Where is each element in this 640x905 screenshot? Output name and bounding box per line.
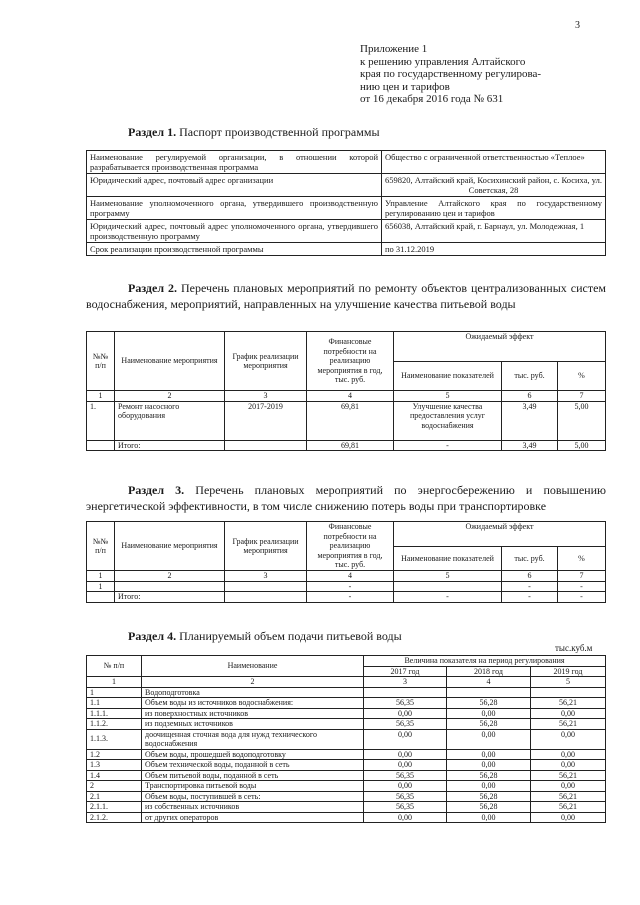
table-row: [87, 770, 606, 781]
total-percent: -: [558, 592, 606, 603]
row-value: 0,00: [531, 708, 606, 719]
table-row: [87, 151, 606, 174]
table-row: [87, 781, 606, 792]
row-num: 1: [87, 687, 142, 698]
section3-title: [86, 482, 606, 514]
col-num: 1: [87, 391, 115, 402]
appendix-line: нию цен и тарифов: [360, 80, 450, 93]
row-num: 1.2: [87, 749, 142, 760]
section2-label: Раздел 2.: [128, 281, 178, 295]
col-num: 7: [558, 571, 606, 582]
header-finance: Финансовые потребности на реализацию мероприятия в год, тыс. руб.: [307, 522, 394, 571]
section4-label: Раздел 4.: [128, 629, 177, 643]
column-number-row: [87, 391, 606, 402]
table-row: [87, 812, 606, 823]
table-row: [87, 749, 606, 760]
row-name: Транспортировка питьевой воды: [142, 781, 364, 792]
row-value: 56,35: [364, 698, 447, 709]
table-row: [87, 760, 606, 771]
col-num: 3: [225, 391, 307, 402]
passport-value: 659820, Алтайский край, Косихинский район, с. Косиха, ул. Советская, 28: [382, 174, 606, 197]
appendix-line: от 16 декабря 2016 года № 631: [360, 93, 504, 105]
row-value: [531, 687, 606, 698]
header-num: №№ п/п: [87, 522, 115, 571]
row-num: 1.4: [87, 770, 142, 781]
section3-label: Раздел 3.: [128, 483, 185, 497]
table-row: [87, 687, 606, 698]
row-value: 56,21: [531, 698, 606, 709]
row-name: Ремонт насосного оборудования: [115, 401, 225, 440]
row-percent: -: [558, 581, 606, 592]
passport-name: Юридический адрес, почтовый адрес уполномоченного органа, утвердившего производственную программу: [87, 220, 382, 243]
row-percent: 5,00: [558, 401, 606, 440]
table-header-row: [87, 656, 606, 667]
energy-measures-table: [86, 521, 606, 603]
table-row: [87, 802, 606, 813]
header-num: № п/п: [87, 656, 142, 677]
row-value: 56,28: [447, 791, 531, 802]
row-value: 56,28: [447, 802, 531, 813]
table-row: [87, 243, 606, 256]
total-label: Итого:: [115, 440, 225, 451]
total-indicator: -: [394, 440, 502, 451]
header-indicator: Наименование показателей: [394, 546, 502, 571]
table-row: [87, 729, 606, 749]
row-indicator: Улучшение качества предоставления услуг водоснабжения: [394, 401, 502, 440]
total-thous: 3,49: [502, 440, 558, 451]
row-value: [364, 687, 447, 698]
passport-value: Управление Алтайского края по государственному регулированию цен и тарифов: [382, 197, 606, 220]
col-num: 5: [394, 571, 502, 582]
col-num: 2: [115, 391, 225, 402]
header-num: №№ п/п: [87, 332, 115, 391]
unit-label: тыс.куб.м: [555, 643, 593, 653]
row-name: из подземных источников: [142, 719, 364, 730]
row-value: 0,00: [364, 708, 447, 719]
header-year: 2017 год: [364, 666, 447, 677]
row-name: Объем воды из источников водоснабжения:: [142, 698, 364, 709]
row-value: 0,00: [364, 781, 447, 792]
row-finance: 69,81: [307, 401, 394, 440]
row-finance: -: [307, 581, 394, 592]
row-name: из поверхностных источников: [142, 708, 364, 719]
passport-value: по 31.12.2019: [382, 243, 606, 256]
row-value: 0,00: [364, 812, 447, 823]
table-header-row: [87, 332, 606, 362]
row-name: от других операторов: [142, 812, 364, 823]
row-name: доочищенная сточная вода для нужд технического водоснабжения: [142, 729, 364, 749]
row-thous: -: [502, 581, 558, 592]
table-header-row: [87, 522, 606, 547]
section2-text: Перечень плановых мероприятий по ремонту объектов централизованных систем водоснабжения, мероприятий, направленных на улучшение качества питьевой воды: [86, 281, 606, 311]
col-num: 1: [87, 677, 142, 688]
total-label: Итого:: [115, 592, 225, 603]
row-value: 56,35: [364, 791, 447, 802]
row-value: 56,21: [531, 791, 606, 802]
row-value: [447, 687, 531, 698]
table-row: [87, 401, 606, 440]
row-name: Объем воды, прошедшей водоподготовку: [142, 749, 364, 760]
header-name: Наименование мероприятия: [115, 332, 225, 391]
row-value: 56,28: [447, 719, 531, 730]
row-value: 56,21: [531, 802, 606, 813]
row-value: 0,00: [364, 749, 447, 760]
total-indicator: -: [394, 592, 502, 603]
row-value: 0,00: [531, 749, 606, 760]
total-row: [87, 440, 606, 451]
col-num: 3: [364, 677, 447, 688]
water-supply-table: [86, 655, 606, 823]
repair-measures-table: [86, 331, 606, 451]
col-num: 2: [142, 677, 364, 688]
section1-title: [128, 125, 380, 140]
row-indicator: [394, 581, 502, 592]
col-num: 5: [394, 391, 502, 402]
passport-value: Общество с ограниченной ответственностью «Теплое»: [382, 151, 606, 174]
section1-label: Раздел 1.: [128, 125, 177, 139]
row-num: 2.1: [87, 791, 142, 802]
row-num: 2: [87, 781, 142, 792]
row-num: 2.1.2.: [87, 812, 142, 823]
total-row: [87, 592, 606, 603]
row-num: 1.1.2.: [87, 719, 142, 730]
row-value: 56,35: [364, 770, 447, 781]
section3-text: Перечень плановых мероприятий по энергосбережению и повышению энергетической эффективности, в том числе снижению потерь воды при транспортировке: [86, 483, 606, 513]
header-percent: %: [558, 546, 606, 571]
section4-title: [128, 629, 402, 644]
row-value: 56,35: [364, 802, 447, 813]
section1-text: Паспорт производственной программы: [179, 125, 380, 139]
total-percent: 5,00: [558, 440, 606, 451]
section2-title: [86, 280, 606, 312]
row-value: 56,28: [447, 770, 531, 781]
appendix-line: края по государственному регулирова-: [360, 68, 542, 80]
header-effect: Ожидаемый эффект: [394, 332, 606, 362]
passport-value: 656038, Алтайский край, г. Барнаул, ул. Молодежная, 1: [382, 220, 606, 243]
header-name: Наименование: [142, 656, 364, 677]
appendix-line: Приложение 1: [360, 43, 428, 55]
row-thous: 3,49: [502, 401, 558, 440]
header-year: 2018 год: [447, 666, 531, 677]
table-row: [87, 708, 606, 719]
col-num: 1: [87, 571, 115, 582]
row-value: 0,00: [531, 781, 606, 792]
row-value: 0,00: [364, 760, 447, 771]
row-name: Объем питьевой воды, поданной в сеть: [142, 770, 364, 781]
header-percent: %: [558, 361, 606, 391]
table-row: [87, 220, 606, 243]
row-num: 1.: [87, 401, 115, 440]
row-value: 0,00: [531, 760, 606, 771]
row-value: 0,00: [447, 781, 531, 792]
total-finance: -: [307, 592, 394, 603]
table-row: [87, 791, 606, 802]
row-name: [115, 581, 225, 592]
col-num: 4: [307, 391, 394, 402]
appendix-line: к решению управления Алтайского: [360, 55, 526, 68]
row-value: 0,00: [447, 760, 531, 771]
header-schedule: График реализации мероприятия: [225, 522, 307, 571]
row-value: 0,00: [447, 812, 531, 823]
row-value: 0,00: [447, 749, 531, 760]
column-number-row: [87, 571, 606, 582]
passport-name: Юридический адрес, почтовый адрес организации: [87, 174, 382, 197]
row-num: 2.1.1.: [87, 802, 142, 813]
header-thous: тыс. руб.: [502, 546, 558, 571]
row-name: из собственных источников: [142, 802, 364, 813]
row-num: 1: [87, 581, 115, 592]
header-name: Наименование мероприятия: [115, 522, 225, 571]
header-thous: тыс. руб.: [502, 361, 558, 391]
col-num: 2: [115, 571, 225, 582]
header-schedule: График реализации мероприятия: [225, 332, 307, 391]
row-value: 0,00: [531, 729, 606, 749]
passport-name: Срок реализации производственной программы: [87, 243, 382, 256]
table-row: [87, 698, 606, 709]
row-value: 56,28: [447, 698, 531, 709]
table-row: [87, 197, 606, 220]
header-indicator: Наименование показателей: [394, 361, 502, 391]
appendix-header: [360, 43, 600, 106]
row-schedule: 2017-2019: [225, 401, 307, 440]
passport-name: Наименование уполномоченного органа, утвердившего производственную программу: [87, 197, 382, 220]
col-num: 4: [447, 677, 531, 688]
row-num: 1.3: [87, 760, 142, 771]
row-num: 1.1: [87, 698, 142, 709]
col-num: 7: [558, 391, 606, 402]
table-row: [87, 719, 606, 730]
row-value: 0,00: [364, 729, 447, 749]
col-num: 4: [307, 571, 394, 582]
row-value: 56,35: [364, 719, 447, 730]
row-schedule: [225, 581, 307, 592]
col-num: 3: [225, 571, 307, 582]
column-number-row: [87, 677, 606, 688]
row-value: 0,00: [447, 708, 531, 719]
row-name: Объем технической воды, поданной в сеть: [142, 760, 364, 771]
section4-text: Планируемый объем подачи питьевой воды: [179, 629, 402, 643]
page-number: 3: [575, 20, 580, 31]
row-value: 56,21: [531, 770, 606, 781]
col-num: 5: [531, 677, 606, 688]
row-name: Водоподготовка: [142, 687, 364, 698]
row-value: 56,21: [531, 719, 606, 730]
passport-table: [86, 150, 606, 256]
total-thous: -: [502, 592, 558, 603]
header-effect: Ожидаемый эффект: [394, 522, 606, 547]
row-value: 0,00: [531, 812, 606, 823]
header-year: 2019 год: [531, 666, 606, 677]
table-row: [87, 581, 606, 592]
table-row: [87, 174, 606, 197]
row-value: 0,00: [447, 729, 531, 749]
row-name: Объем воды, поступившей в сеть:: [142, 791, 364, 802]
header-finance: Финансовые потребности на реализацию мероприятия в год, тыс. руб.: [307, 332, 394, 391]
header-period: Величина показателя на период регулирования: [364, 656, 606, 667]
col-num: 6: [502, 571, 558, 582]
total-finance: 69,81: [307, 440, 394, 451]
row-num: 1.1.3.: [87, 729, 142, 749]
col-num: 6: [502, 391, 558, 402]
row-num: 1.1.1.: [87, 708, 142, 719]
passport-name: Наименование регулируемой организации, в отношении которой разрабатывается производственная программа: [87, 151, 382, 174]
